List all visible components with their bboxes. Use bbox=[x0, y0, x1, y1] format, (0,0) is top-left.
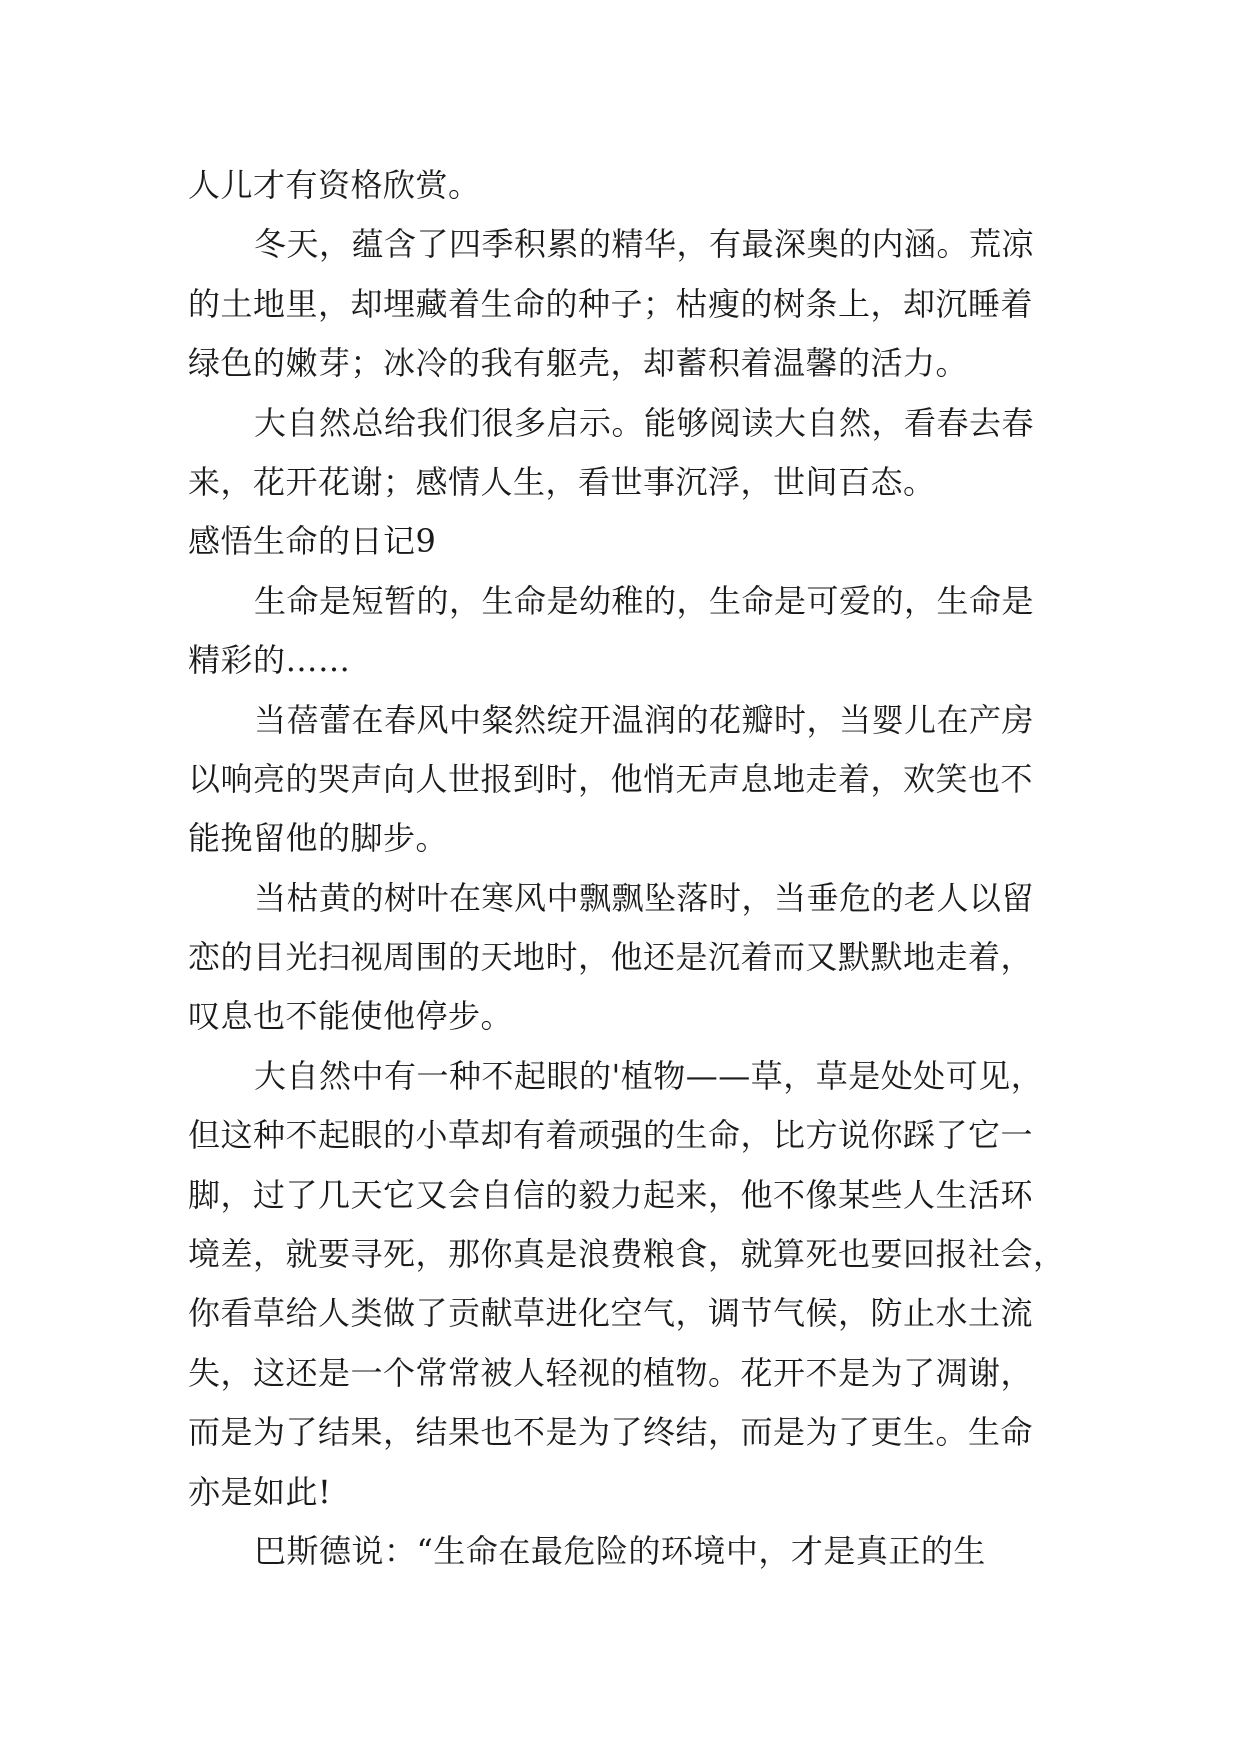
paragraph-1 bbox=[188, 156, 1060, 215]
text-line: 能挽留他的脚步。 bbox=[188, 819, 449, 858]
text-line: 大自然总给我们很多启示。能够阅读大自然，看春去春 bbox=[254, 403, 1035, 442]
paragraph-4 bbox=[188, 572, 1060, 691]
text-line: 人儿才有资格欣赏。 bbox=[188, 166, 481, 204]
paragraph-6 bbox=[188, 869, 1060, 1047]
text-line: 巴斯德说：“生命在最危险的环境中，才是真正的生 bbox=[254, 1531, 986, 1570]
text-line: 以响亮的哭声向人世报到时，他悄无声息地走着，欢笑也不 bbox=[188, 759, 1034, 798]
text-line: 的土地里，却埋藏着生命的种子；枯瘦的树条上，却沉睡着 bbox=[188, 284, 1034, 323]
text-line: 失，这还是一个常常被人轻视的植物。花开不是为了凋谢， bbox=[188, 1353, 1034, 1392]
text-line: 但这种不起眼的小草却有着顽强的生命，比方说你踩了它一 bbox=[188, 1116, 1034, 1155]
text-line: 来，花开花谢；感情人生，看世事沉浮，世间百态。 bbox=[188, 462, 936, 501]
text-line: 生命是短暂的，生命是幼稚的，生命是可爱的，生命是 bbox=[254, 581, 1035, 620]
text-line: 当蓓蕾在春风中粲然绽开温润的花瓣时，当婴儿在产房 bbox=[254, 700, 1035, 739]
paragraph-2 bbox=[188, 215, 1060, 393]
section-heading: 感悟生命的日记9 bbox=[188, 522, 437, 561]
text-line: 你看草给人类做了贡献草进化空气，调节气候，防止水土流 bbox=[188, 1294, 1034, 1333]
text-line: 精彩的…… bbox=[188, 641, 351, 680]
paragraph-8 bbox=[188, 1522, 1060, 1581]
paragraph-5 bbox=[188, 691, 1060, 869]
text-line: 恋的目光扫视周围的天地时，他还是沉着而又默默地走着， bbox=[188, 938, 1034, 977]
text-line: 脚，过了几天它又会自信的毅力起来，他不像某些人生活环 bbox=[188, 1175, 1034, 1214]
text-line: 而是为了结果，结果也不是为了终结，而是为了更生。生命 bbox=[188, 1413, 1034, 1452]
text-line: 当枯黄的树叶在寒风中飘飘坠落时，当垂危的老人以留 bbox=[254, 878, 1035, 917]
text-line: 大自然中有一种不起眼的'植物——草，草是处处可见， bbox=[254, 1056, 1044, 1095]
paragraph-7 bbox=[188, 1047, 1066, 1522]
paragraph-3 bbox=[188, 394, 1060, 513]
document-body bbox=[188, 156, 1066, 1581]
text-line: 绿色的嫩芽；冰冷的我有躯壳，却蓄积着温馨的活力。 bbox=[188, 344, 969, 383]
text-line: 冬天，蕴含了四季积累的精华，有最深奥的内涵。荒凉 bbox=[254, 225, 1035, 264]
text-line: 亦是如此! bbox=[188, 1472, 332, 1511]
text-line: 境差，就要寻死，那你真是浪费粮食，就算死也要回报社会， bbox=[188, 1235, 1066, 1274]
text-line: 叹息也不能使他停步。 bbox=[188, 997, 514, 1036]
